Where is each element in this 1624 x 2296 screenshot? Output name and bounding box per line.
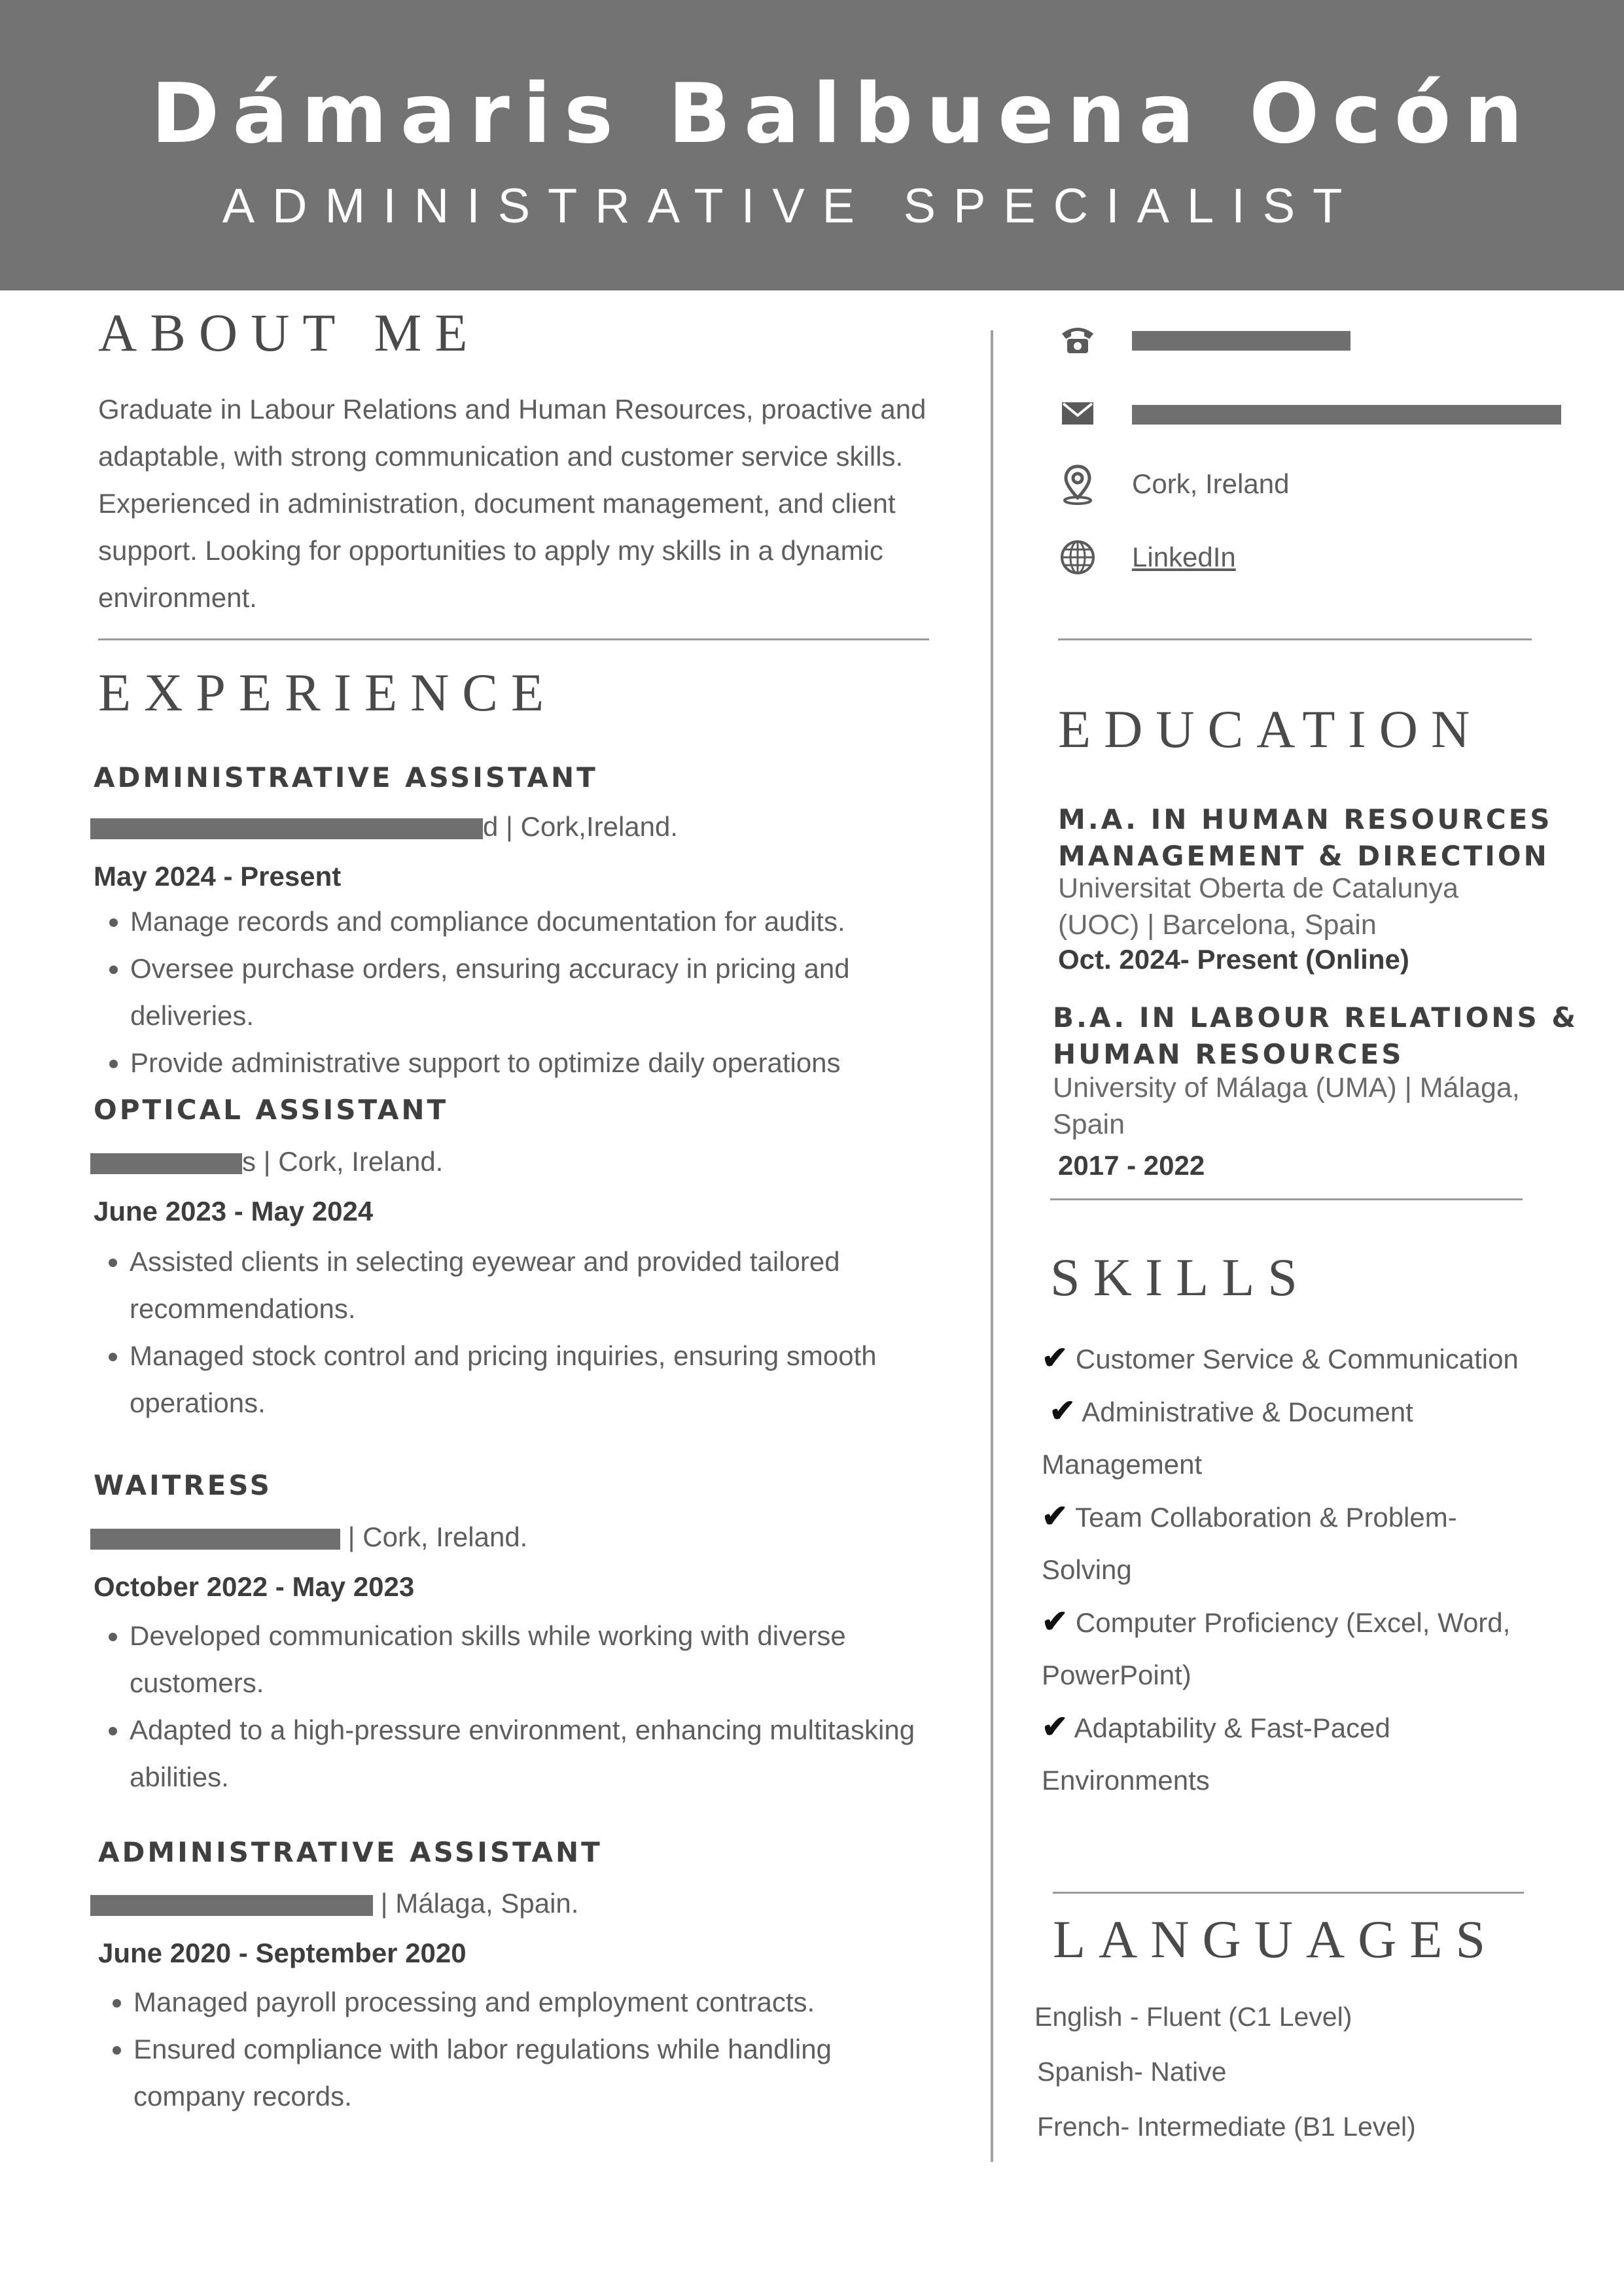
job-title: ADMINISTRATIVE ASSISTANT: [94, 761, 598, 793]
job-location: | Cork, Ireland.: [340, 1522, 528, 1552]
column-divider: [991, 330, 993, 2162]
job-bullet: [133, 2026, 984, 2120]
bullet-line: operations.: [130, 1387, 266, 1418]
mail-icon: [1056, 391, 1099, 434]
skills-title: SKILLS: [1050, 1247, 1311, 1307]
job-title: WAITRESS: [94, 1469, 272, 1501]
bullet-line: company records.: [133, 2081, 352, 2112]
job-bullet: [130, 945, 981, 1039]
bullet-line: Ensured compliance with labor regulations while handling: [133, 2034, 832, 2064]
linkedin-link[interactable]: LinkedIn: [1132, 542, 1236, 572]
candidate-role: ADMINISTRATIVE SPECIALIST: [222, 179, 1360, 233]
skill-text: Computer Proficiency (Excel, Word,: [1068, 1607, 1511, 1638]
skill-text: PowerPoint): [1042, 1660, 1192, 1690]
bullet-line: deliveries.: [130, 1000, 255, 1031]
skill-text: Environments: [1042, 1765, 1210, 1796]
job-title: ADMINISTRATIVE ASSISTANT: [98, 1836, 603, 1868]
job-bullet: [130, 1612, 993, 1707]
school-line: (UOC) | Barcelona, Spain: [1058, 909, 1377, 941]
skill-text: Customer Service & Communication: [1068, 1344, 1519, 1374]
check-icon: ✔: [1049, 1394, 1076, 1429]
job-dates: June 2023 - May 2024: [94, 1196, 374, 1226]
degree-title: [1053, 1000, 1602, 1073]
about-line: environment.: [98, 582, 257, 613]
bullet-line: Adapted to a high-pressure environment, enhancing multitasking: [130, 1714, 915, 1745]
check-icon: ✔: [1042, 1499, 1068, 1534]
job-bullets: [93, 1238, 980, 1427]
bullet-line: Oversee purchase orders, ensuring accuracy in pricing and: [130, 953, 850, 984]
job-location: s | Cork, Ireland.: [242, 1146, 444, 1177]
job-bullet: [130, 1238, 980, 1332]
redaction-bar: [90, 1529, 340, 1550]
language-item: English - Fluent (C1 Level): [1034, 2002, 1352, 2032]
location-text: Cork, Ireland: [1132, 468, 1290, 499]
degree-line: MANAGEMENT & DIRECTION: [1058, 840, 1549, 872]
bullet-line: customers.: [130, 1667, 264, 1698]
school-line: University of Málaga (UMA) | Málaga,: [1053, 1072, 1520, 1104]
header-banner: [0, 0, 1624, 290]
skill-text: Team Collaboration & Problem-: [1068, 1502, 1457, 1533]
skill-item: [1042, 1701, 1604, 1807]
about-line: adaptable, with strong communication and customer service skills.: [98, 441, 904, 472]
job-dates: October 2022 - May 2023: [94, 1571, 415, 1602]
job-bullets: [97, 1979, 984, 2120]
redaction-bar: [1132, 331, 1350, 351]
skills-list: [1042, 1332, 1604, 1807]
bullet-line: Developed communication skills while working with diverse: [130, 1620, 846, 1651]
job-title: OPTICAL ASSISTANT: [94, 1094, 449, 1126]
globe-icon: [1056, 536, 1099, 579]
check-icon: ✔: [1042, 1605, 1068, 1639]
divider: [1050, 1198, 1523, 1200]
job-company: [90, 1146, 443, 1177]
degree-title: [1058, 801, 1595, 875]
about-text: [98, 386, 936, 621]
email-redacted[interactable]: [1132, 397, 1561, 428]
job-company: [90, 1888, 578, 1919]
bullet-line: abilities.: [130, 1762, 229, 1792]
skill-text: Management: [1042, 1449, 1203, 1480]
job-bullet: [130, 1707, 993, 1801]
skill-text: Administrative & Document: [1075, 1397, 1413, 1427]
school-line: Universitat Oberta de Catalunya: [1058, 873, 1458, 904]
phone-redacted: [1132, 323, 1350, 355]
school-name: [1053, 1070, 1602, 1143]
education-dates: 2017 - 2022: [1058, 1150, 1205, 1181]
skill-item: [1042, 1332, 1604, 1385]
redaction-bar: [90, 1895, 373, 1916]
language-item: Spanish- Native: [1037, 2057, 1227, 2087]
job-bullets: [94, 898, 981, 1087]
skill-text: Solving: [1042, 1554, 1132, 1585]
school-line: Spain: [1053, 1109, 1125, 1140]
check-icon: ✔: [1042, 1710, 1068, 1745]
candidate-name: Dámaris Balbuena Ocón: [150, 65, 1536, 162]
bullet-line: Assisted clients in selecting eyewear and provided tailored: [130, 1246, 840, 1277]
phone-icon: [1056, 317, 1099, 360]
bullet-line: Managed stock control and pricing inquiries, ensuring smooth: [130, 1340, 877, 1371]
job-company: [90, 1522, 527, 1553]
language-item: French- Intermediate (B1 Level): [1037, 2112, 1416, 2142]
education-dates: Oct. 2024- Present (Online): [1058, 944, 1409, 975]
experience-title: EXPERIENCE: [98, 663, 557, 722]
degree-line: B.A. IN LABOUR RELATIONS &: [1053, 1001, 1578, 1034]
about-line: support. Looking for opportunities to apply my skills in a dynamic: [98, 535, 883, 566]
divider: [1053, 1892, 1524, 1894]
job-location: d | Cork,Ireland.: [483, 811, 679, 842]
job-bullet: [130, 1332, 980, 1427]
contact-linkedin: [1056, 534, 1236, 580]
divider: [98, 638, 929, 640]
redaction-bar: [1132, 405, 1561, 425]
job-dates: May 2024 - Present: [94, 861, 342, 892]
job-company: [90, 811, 678, 843]
degree-line: HUMAN RESOURCES: [1053, 1038, 1404, 1070]
degree-line: M.A. IN HUMAN RESOURCES: [1058, 803, 1553, 835]
divider: [1058, 638, 1532, 640]
redaction-bar: [90, 818, 483, 839]
school-name: [1058, 870, 1595, 943]
skill-text: Adaptability & Fast-Paced: [1068, 1713, 1390, 1743]
job-location: | Málaga, Spain.: [373, 1888, 579, 1919]
job-bullet: • Provide administrative support to optimize daily operations: [130, 1039, 981, 1087]
contact-location: [1056, 461, 1290, 507]
location-pin-icon: [1056, 462, 1099, 506]
education-title: EDUCATION: [1058, 699, 1483, 759]
bullet-line: recommendations.: [130, 1293, 356, 1324]
about-line: Experienced in administration, document management, and client: [98, 488, 896, 519]
skill-item: [1042, 1596, 1604, 1701]
contact-phone: [1056, 316, 1099, 362]
about-line: Graduate in Labour Relations and Human Resources, proactive and: [98, 394, 927, 425]
job-bullet: • Managed payroll processing and employment contracts.: [133, 1979, 984, 2026]
languages-title: LANGUAGES: [1053, 1909, 1499, 1969]
job-bullets: [93, 1612, 993, 1801]
check-icon: ✔: [1042, 1341, 1068, 1376]
skill-item: [1042, 1385, 1604, 1491]
redaction-bar: [90, 1153, 242, 1174]
job-bullet: • Manage records and compliance documentation for audits.: [130, 898, 981, 945]
job-dates: June 2020 - September 2020: [98, 1938, 467, 1968]
about-title: ABOUT ME: [98, 303, 481, 362]
skill-item: [1042, 1491, 1604, 1596]
contact-email: [1056, 390, 1099, 436]
